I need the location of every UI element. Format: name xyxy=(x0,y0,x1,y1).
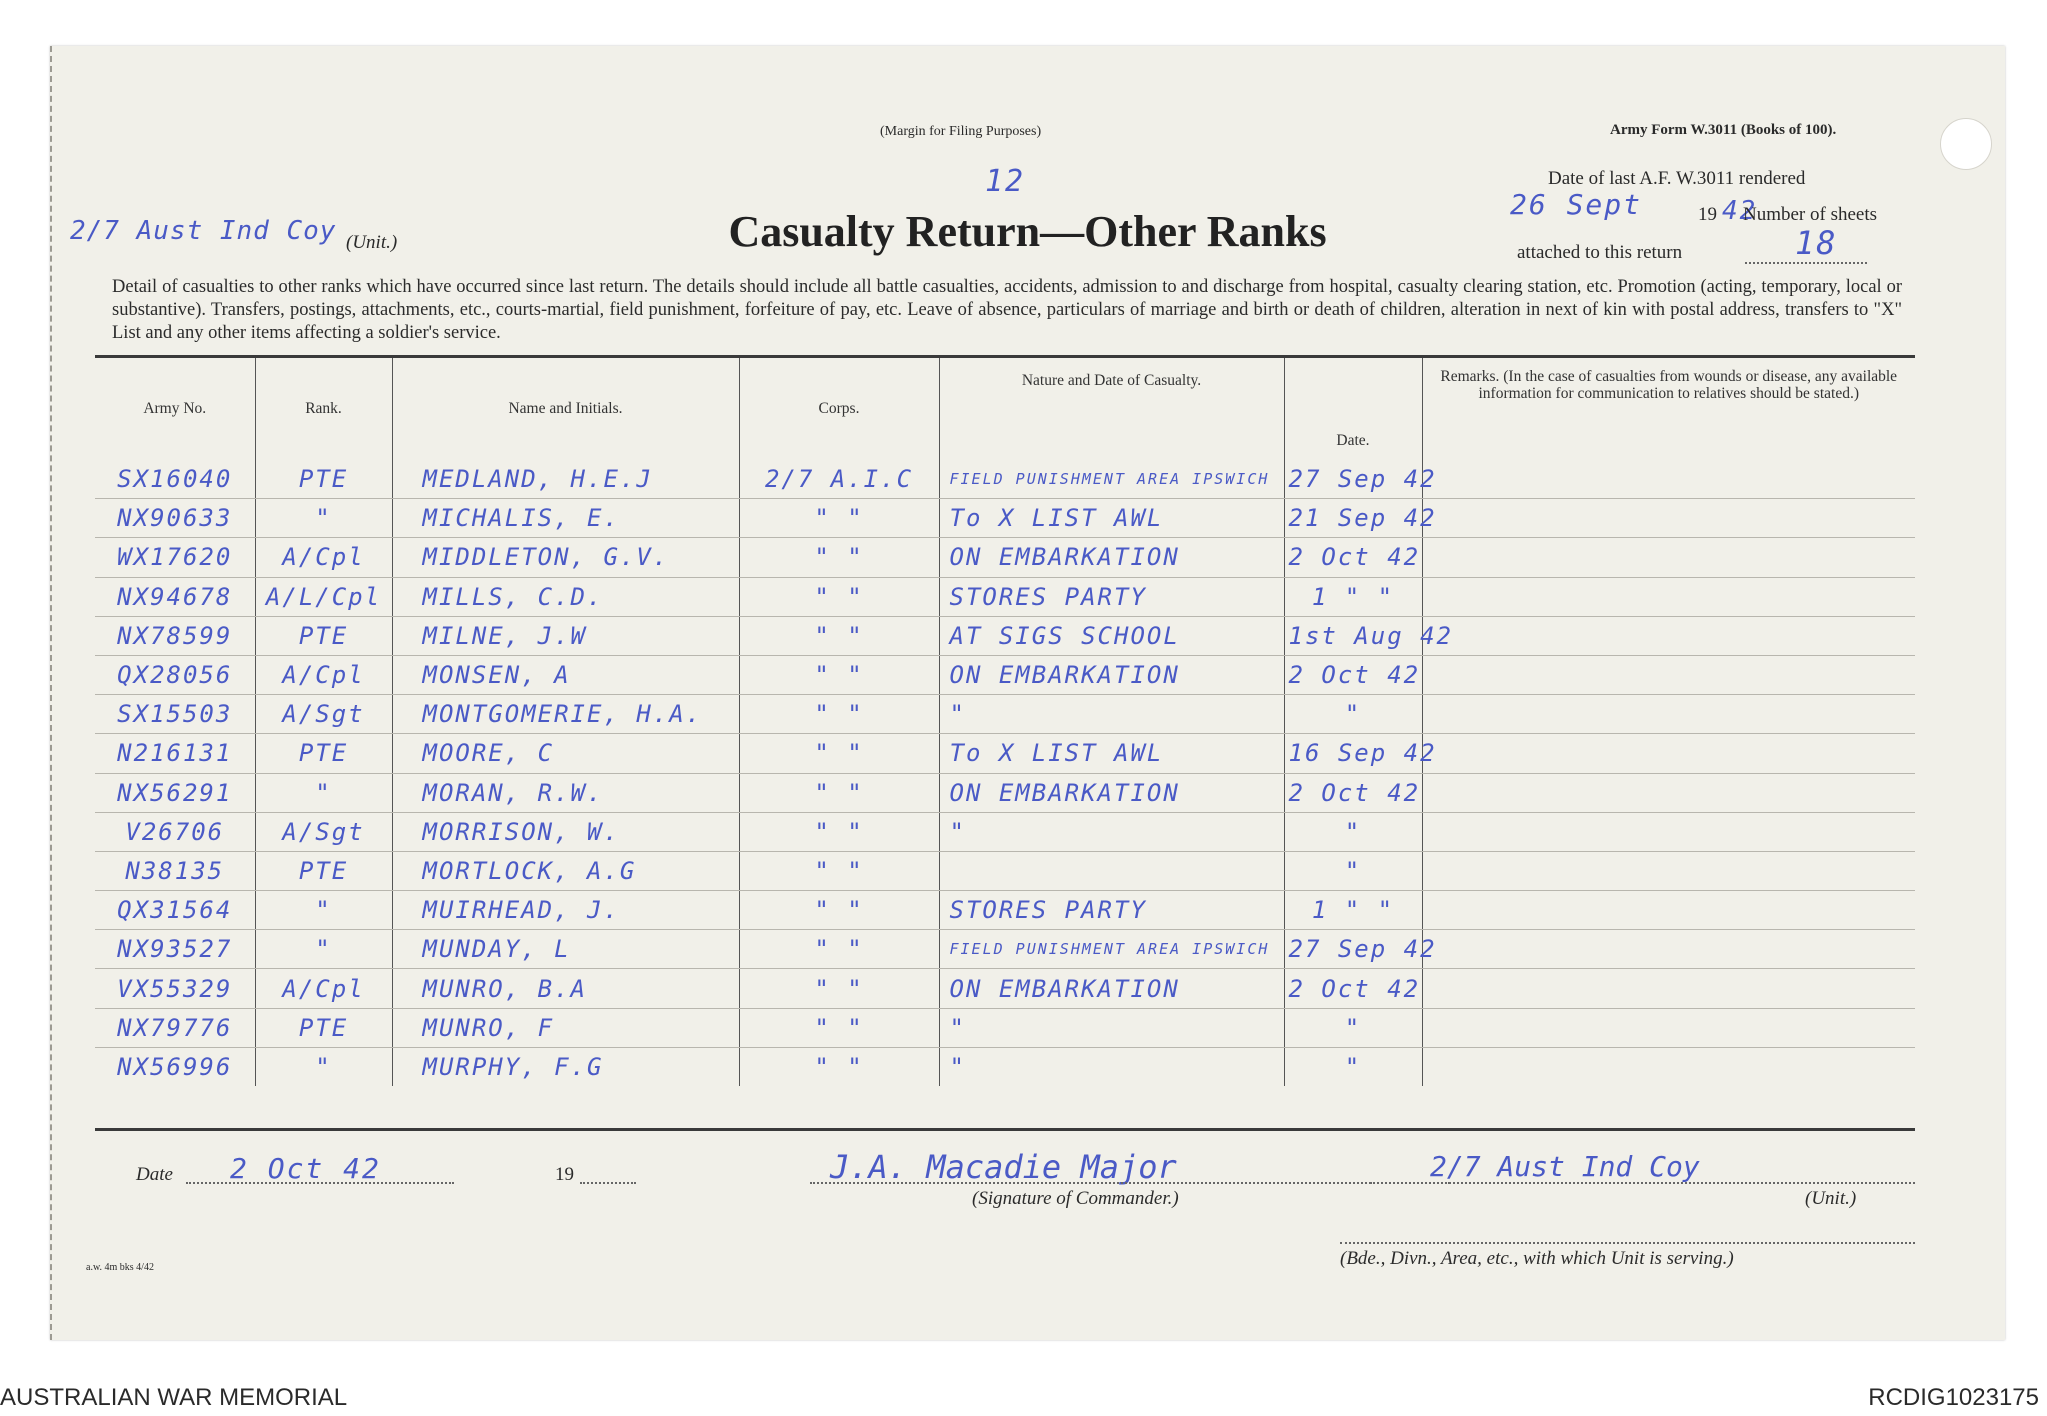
table-body xyxy=(95,460,1915,1086)
remarks-cell xyxy=(1422,695,1915,734)
table-row xyxy=(95,1047,1915,1086)
form-id: Army Form W.3011 (Books of 100). xyxy=(1610,122,1837,138)
corps-cell: " " xyxy=(739,538,939,577)
name-cell: MICHALIS, E. xyxy=(392,499,739,538)
name-cell: MIDDLETON, G.V. xyxy=(392,538,739,577)
corps-cell: " " xyxy=(739,499,939,538)
nature-cell xyxy=(939,851,1284,890)
nature-cell: ON EMBARKATION xyxy=(939,655,1284,694)
corps-cell: " " xyxy=(739,734,939,773)
army-no-cell: NX56291 xyxy=(95,773,255,812)
remarks-cell xyxy=(1422,851,1915,890)
nature-cell: STORES PARTY xyxy=(939,577,1284,616)
corps-cell: " " xyxy=(739,891,939,930)
remarks-cell xyxy=(1422,499,1915,538)
date-cell: 27 Sep 42 xyxy=(1284,930,1422,969)
nature-cell: FIELD PUNISHMENT AREA IPSWICH xyxy=(939,460,1284,499)
corps-cell: " " xyxy=(739,1047,939,1086)
rank-cell: " xyxy=(255,930,392,969)
col-corps: Corps. xyxy=(739,358,939,460)
date-cell: 21 Sep 42 xyxy=(1284,499,1422,538)
name-cell: MORRISON, W. xyxy=(392,812,739,851)
corps-cell: " " xyxy=(739,1008,939,1047)
table-row xyxy=(95,695,1915,734)
bde-dotted-line xyxy=(1340,1242,1915,1244)
name-cell: MUNDAY, L xyxy=(392,930,739,969)
unit-label: (Unit.) xyxy=(346,232,398,253)
table-row xyxy=(95,969,1915,1008)
army-no-cell: N38135 xyxy=(95,851,255,890)
army-no-cell: NX94678 xyxy=(95,577,255,616)
corps-cell: " " xyxy=(739,655,939,694)
rank-cell: PTE xyxy=(255,734,392,773)
remarks-cell xyxy=(1422,538,1915,577)
corps-cell: " " xyxy=(739,616,939,655)
date-cell: 2 Oct 42 xyxy=(1284,773,1422,812)
army-no-cell: SX16040 xyxy=(95,460,255,499)
rank-cell: A/Sgt xyxy=(255,812,392,851)
signature-handwritten: J.A. Macadie Major xyxy=(830,1148,1177,1186)
number-of-sheets-label: Number of sheets xyxy=(1743,204,1878,225)
col-name: Name and Initials. xyxy=(392,358,739,460)
remarks-cell xyxy=(1422,734,1915,773)
year-handwritten: 42 xyxy=(1722,196,1758,226)
table-row xyxy=(95,851,1915,890)
name-cell: MOORE, C xyxy=(392,734,739,773)
table-row xyxy=(95,891,1915,930)
name-cell: MORTLOCK, A.G xyxy=(392,851,739,890)
sheets-dotted-line xyxy=(1745,262,1867,264)
sheet-number-handwritten: 12 xyxy=(985,164,1026,199)
date-cell: 1st Aug 42 xyxy=(1284,616,1422,655)
army-no-cell: N216131 xyxy=(95,734,255,773)
remarks-cell xyxy=(1422,1008,1915,1047)
rank-cell: PTE xyxy=(255,460,392,499)
col-rank: Rank. xyxy=(255,358,392,460)
footer-unit-label: (Unit.) xyxy=(1805,1188,1857,1209)
date-cell: 2 Oct 42 xyxy=(1284,655,1422,694)
rank-cell: A/Cpl xyxy=(255,969,392,1008)
rank-cell: " xyxy=(255,773,392,812)
rank-cell: PTE xyxy=(255,1008,392,1047)
col-nature: Nature and Date of Casualty. xyxy=(939,358,1284,460)
remarks-cell xyxy=(1422,812,1915,851)
remarks-cell xyxy=(1422,930,1915,969)
army-no-cell: NX56996 xyxy=(95,1047,255,1086)
nature-cell: " xyxy=(939,695,1284,734)
date-cell: " xyxy=(1284,812,1422,851)
year-prefix: 19 xyxy=(1698,204,1717,225)
army-no-cell: SX15503 xyxy=(95,695,255,734)
date-cell: " xyxy=(1284,1047,1422,1086)
bde-label: (Bde., Divn., Area, etc., with which Unit is serving.) xyxy=(1340,1248,1734,1269)
army-no-cell: NX79776 xyxy=(95,1008,255,1047)
rank-cell: A/Cpl xyxy=(255,538,392,577)
name-cell: MORAN, R.W. xyxy=(392,773,739,812)
remarks-cell xyxy=(1422,616,1915,655)
year-dotted-line xyxy=(580,1182,636,1184)
table-row xyxy=(95,499,1915,538)
rank-cell: PTE xyxy=(255,851,392,890)
army-no-cell: V26706 xyxy=(95,812,255,851)
name-cell: MUNRO, F xyxy=(392,1008,739,1047)
army-no-cell: VX55329 xyxy=(95,969,255,1008)
punch-hole xyxy=(1940,118,1992,170)
nature-cell: To X LIST AWL xyxy=(939,734,1284,773)
form-title: Casualty Return—Other Ranks xyxy=(728,207,1327,256)
archive-credit: AUSTRALIAN WAR MEMORIAL xyxy=(0,1384,348,1411)
col-army-no: Army No. xyxy=(95,358,255,460)
unit-handwritten: 2/7 Aust Ind Coy xyxy=(70,216,337,246)
footer-unit-handwritten: 2/7 Aust Ind Coy xyxy=(1430,1150,1700,1183)
form-sheet xyxy=(50,46,2005,1340)
remarks-cell xyxy=(1422,891,1915,930)
col-date: Date. xyxy=(1284,358,1422,460)
casualty-table xyxy=(95,358,1915,1086)
rank-cell: " xyxy=(255,1047,392,1086)
table-row xyxy=(95,577,1915,616)
table-row xyxy=(95,734,1915,773)
name-cell: MUIRHEAD, J. xyxy=(392,891,739,930)
nature-cell: To X LIST AWL xyxy=(939,499,1284,538)
nature-cell: " xyxy=(939,812,1284,851)
remarks-cell xyxy=(1422,773,1915,812)
date-cell: 1 " " xyxy=(1284,577,1422,616)
unit-dotted-line xyxy=(1370,1182,1915,1184)
corps-cell: 2/7 A.I.C xyxy=(739,460,939,499)
nature-cell: " xyxy=(939,1008,1284,1047)
nature-cell: STORES PARTY xyxy=(939,891,1284,930)
date-cell: 16 Sep 42 xyxy=(1284,734,1422,773)
date-year-prefix: 19 xyxy=(555,1164,574,1185)
nature-cell: FIELD PUNISHMENT AREA IPSWICH xyxy=(939,930,1284,969)
corps-cell: " " xyxy=(739,695,939,734)
rank-cell: " xyxy=(255,891,392,930)
date-cell: 2 Oct 42 xyxy=(1284,969,1422,1008)
last-return-label: Date of last A.F. W.3011 rendered xyxy=(1548,168,1806,189)
corps-cell: " " xyxy=(739,930,939,969)
rank-cell: A/L/Cpl xyxy=(255,577,392,616)
signature-label: (Signature of Commander.) xyxy=(972,1188,1179,1209)
army-no-cell: QX28056 xyxy=(95,655,255,694)
army-no-cell: NX90633 xyxy=(95,499,255,538)
table-bottom-rule xyxy=(95,1128,1915,1131)
last-return-date-handwritten: 26 Sept xyxy=(1510,188,1643,221)
corps-cell: " " xyxy=(739,773,939,812)
table-row xyxy=(95,812,1915,851)
rank-cell: " xyxy=(255,499,392,538)
army-no-cell: NX93527 xyxy=(95,930,255,969)
name-cell: MILLS, C.D. xyxy=(392,577,739,616)
corps-cell: " " xyxy=(739,577,939,616)
table-row xyxy=(95,538,1915,577)
remarks-cell xyxy=(1422,577,1915,616)
signature-dotted-line xyxy=(810,1182,1450,1184)
table-row xyxy=(95,655,1915,694)
rank-cell: A/Sgt xyxy=(255,695,392,734)
name-cell: MUNRO, B.A xyxy=(392,969,739,1008)
nature-cell: ON EMBARKATION xyxy=(939,773,1284,812)
rank-cell: PTE xyxy=(255,616,392,655)
remarks-cell xyxy=(1422,969,1915,1008)
table-row xyxy=(95,616,1915,655)
name-cell: MURPHY, F.G xyxy=(392,1047,739,1086)
table-row xyxy=(95,930,1915,969)
nature-cell: ON EMBARKATION xyxy=(939,969,1284,1008)
date-cell: " xyxy=(1284,1008,1422,1047)
sheets-handwritten: 18 xyxy=(1795,224,1838,262)
army-no-cell: WX17620 xyxy=(95,538,255,577)
corps-cell: " " xyxy=(739,812,939,851)
remarks-cell xyxy=(1422,460,1915,499)
instructions-text: Detail of casualties to other ranks which have occurred since last return. The details should include all battle casualties, accidents, admission to and discharge from hospital, casualty clearing station, etc. Promotion (acting, temporary, local or substantive). Transfers, postings, attachments, etc., courts-martial, field punishment, forfeiture of pay, etc. Leave of absence, particulars of marriage and birth or death of children, alteration in next of kin with postal address, transfers to "X" List and any other items affecting a soldier's service. xyxy=(112,277,1902,343)
date-label: Date xyxy=(136,1164,173,1185)
name-cell: MONTGOMERIE, H.A. xyxy=(392,695,739,734)
date-handwritten: 2 Oct 42 xyxy=(230,1152,381,1185)
date-cell: 2 Oct 42 xyxy=(1284,538,1422,577)
corps-cell: " " xyxy=(739,969,939,1008)
remarks-cell xyxy=(1422,655,1915,694)
date-cell: " xyxy=(1284,695,1422,734)
attached-label: attached to this return xyxy=(1517,242,1683,263)
name-cell: MILNE, J.W xyxy=(392,616,739,655)
nature-cell: " xyxy=(939,1047,1284,1086)
army-no-cell: NX78599 xyxy=(95,616,255,655)
rank-cell: A/Cpl xyxy=(255,655,392,694)
table-row xyxy=(95,460,1915,499)
date-cell: 1 " " xyxy=(1284,891,1422,930)
remarks-cell xyxy=(1422,1047,1915,1086)
nature-cell: AT SIGS SCHOOL xyxy=(939,616,1284,655)
corps-cell: " " xyxy=(739,851,939,890)
print-code: a.w. 4m bks 4/42 xyxy=(86,1262,154,1273)
table-row xyxy=(95,1008,1915,1047)
margin-note: (Margin for Filing Purposes) xyxy=(880,124,1042,139)
table-row xyxy=(95,773,1915,812)
archive-id: RCDIG1023175 xyxy=(1868,1384,2039,1411)
army-no-cell: QX31564 xyxy=(95,891,255,930)
date-cell: " xyxy=(1284,851,1422,890)
date-cell: 27 Sep 42 xyxy=(1284,460,1422,499)
name-cell: MEDLAND, H.E.J xyxy=(392,460,739,499)
name-cell: MONSEN, A xyxy=(392,655,739,694)
nature-cell: ON EMBARKATION xyxy=(939,538,1284,577)
table-header-row xyxy=(95,358,1915,460)
col-remarks: Remarks. (In the case of casualties from wounds or disease, any available information for communication to relatives should be stated.) xyxy=(1440,368,1898,402)
